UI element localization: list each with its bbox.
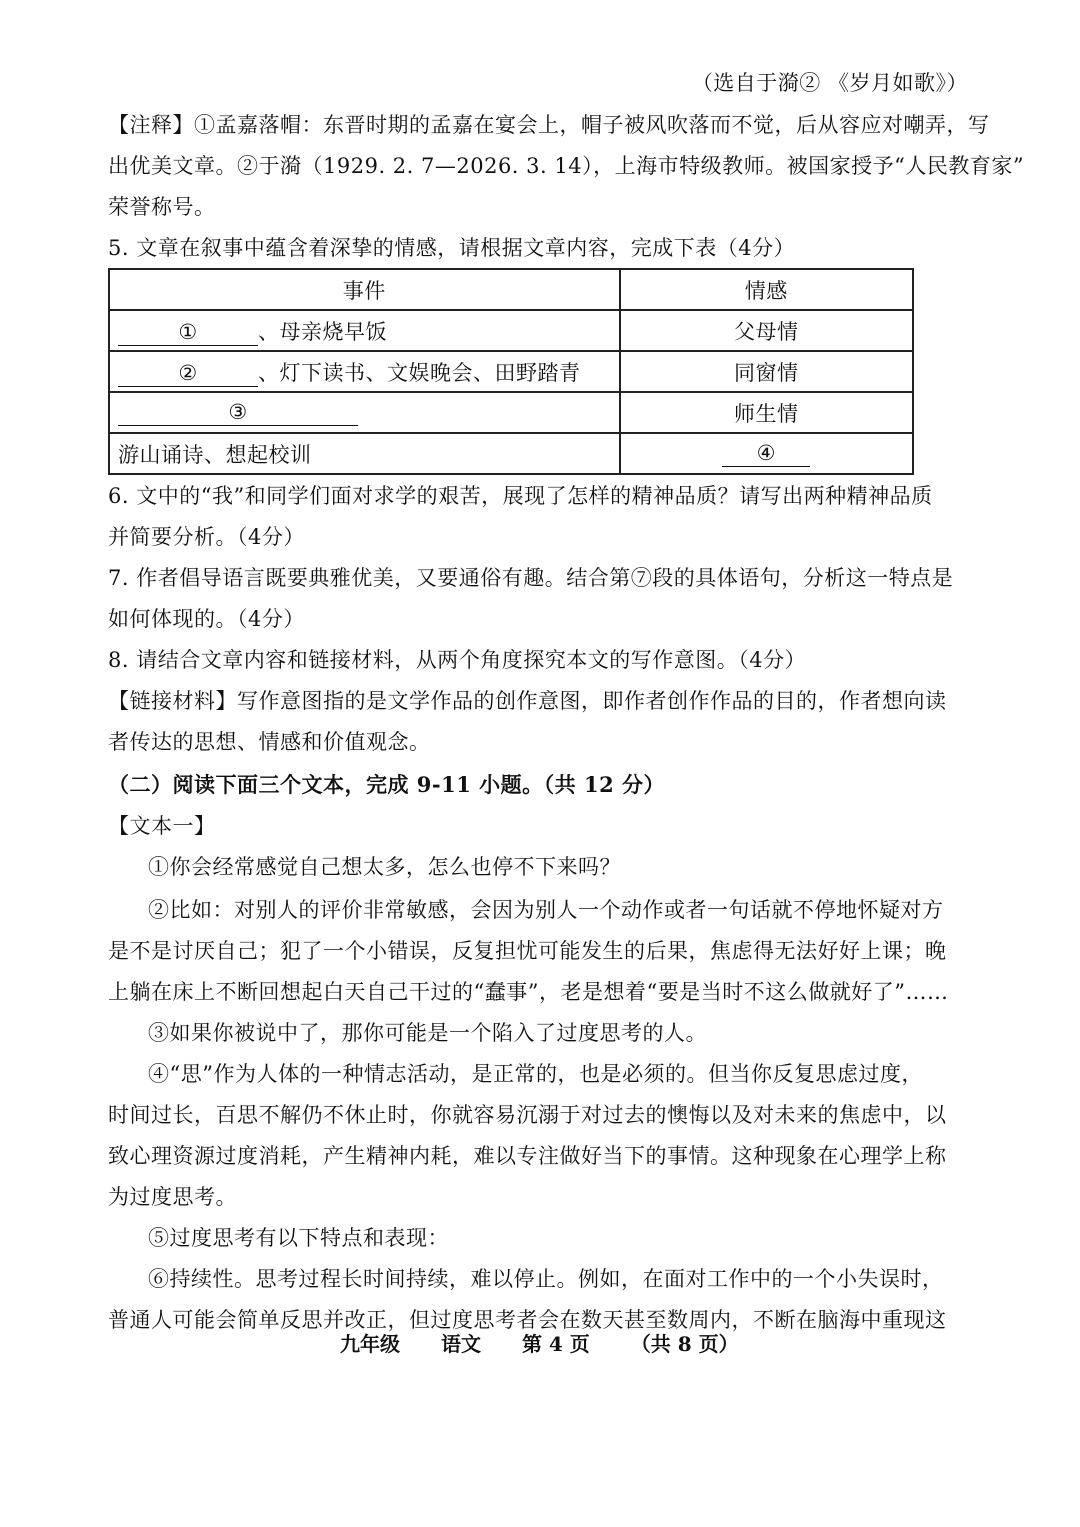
answer-blank: ①: [118, 319, 258, 346]
note-line-1: 【注释】①孟嘉落帽：东晋时期的孟嘉在宴会上，帽子被风吹落而不觉，后从容应对嘲弄，写: [108, 113, 990, 137]
event-text: 、灯下读书、文娱晚会、田野踏青: [258, 360, 581, 385]
paragraph-line: ②比如：对别人的评价非常敏感，会因为别人一个动作或者一句话就不停地怀疑对方: [148, 898, 944, 922]
paragraph-line: ③如果你被说中了，那你可能是一个陷入了过度思考的人。: [148, 1021, 707, 1045]
event-cell: [109, 392, 620, 433]
note-line-3: 荣誉称号。: [108, 195, 216, 219]
paragraph-line: 为过度思考。: [108, 1185, 237, 1209]
paragraph-line: 普通人可能会简单反思并改正，但过度思考者会在数天甚至数周内，不断在脑海中重现这: [108, 1308, 947, 1332]
paragraph-line: ⑤过度思考有以下特点和表现：: [148, 1226, 449, 1250]
emotion-cell: 同窗情: [620, 351, 913, 392]
emotion-cell: 父母情: [620, 310, 913, 351]
event-text: 、母亲烧早饭: [258, 319, 387, 344]
section-2-title: （二）阅读下面三个文本，完成 9-11 小题。（共 12 分）: [108, 772, 666, 797]
header-emotion: 情感: [620, 269, 913, 310]
paragraph-line: ④“思”作为人体的一种情志活动，是正常的，也是必须的。但当你反复思虑过度，: [148, 1062, 923, 1086]
answer-blank: ③: [118, 399, 358, 426]
paragraph-line: 是不是讨厌自己；犯了一个小错误，反复担忧可能发生的后果，焦虑得无法好好上课；晚: [108, 939, 947, 963]
paragraph-line: ⑥持续性。思考过程长时间持续，难以停止。例如，在面对工作中的一个小失误时，: [148, 1267, 944, 1291]
emotion-cell: 师生情: [620, 392, 913, 433]
question-6-line-2: 并简要分析。（4分）: [108, 525, 305, 549]
footer-subject: 语文: [440, 1332, 481, 1356]
question-7-line-1: 7. 作者倡导语言既要典雅优美，又要通俗有趣。结合第⑦段的具体语句，分析这一特点是: [108, 566, 954, 590]
link-material-line-1: 【链接材料】写作意图指的是文学作品的创作意图，即作者创作作品的目的，作者想向读: [108, 689, 947, 713]
link-material-line-2: 者传达的思想、情感和价值观念。: [108, 730, 431, 754]
text-1-title: 【文本一】: [108, 814, 216, 838]
event-cell: [109, 310, 620, 351]
event-cell: 游山诵诗、想起校训: [109, 433, 620, 474]
question-8: 8. 请结合文章内容和链接材料，从两个角度探究本文的写作意图。（4分）: [108, 648, 807, 672]
note-line-2: 出优美文章。②于漪（1929. 2. 7—2026. 3. 14），上海市特级教师。被国家授予“人民教育家”: [108, 154, 1025, 178]
answer-blank: ④: [722, 440, 810, 467]
source-citation: （选自于漪② 《岁月如歌》）: [691, 71, 968, 95]
paragraph-line: 时间过长，百思不解仍不休止时，你就容易沉溺于对过去的懊悔以及对未来的焦虑中，以: [108, 1103, 947, 1127]
table-row: [109, 351, 913, 392]
footer-total-pages: （共 8 页）: [630, 1332, 739, 1356]
footer-page-number: 第 4 页: [521, 1332, 590, 1356]
paragraph-line: 致心理资源过度消耗，产生精神内耗，难以专注做好当下的事情。这种现象在心理学上称: [108, 1144, 947, 1168]
footer-grade: 九年级: [340, 1332, 400, 1356]
table-row: [109, 433, 913, 474]
question-7-line-2: 如何体现的。（4分）: [108, 607, 305, 631]
paragraph-line: 上躺在床上不断回想起白天自己干过的“蠢事”，老是想着“要是当时不这么做就好了”……: [108, 980, 949, 1004]
page-footer: [340, 1328, 773, 1357]
table-header-row: [109, 269, 913, 310]
event-cell: [109, 351, 620, 392]
event-emotion-table: [108, 268, 914, 475]
paragraph-line: ①你会经常感觉自己想太多，怎么也停不下来吗？: [148, 855, 621, 879]
question-6-line-1: 6. 文中的“我”和同学们面对求学的艰苦，展现了怎样的精神品质？请写出两种精神品质: [108, 484, 933, 508]
emotion-cell: [620, 433, 913, 474]
answer-blank: ②: [118, 360, 258, 387]
question-5: 5. 文章在叙事中蕴含着深挚的情感，请根据文章内容，完成下表（4分）: [108, 236, 796, 260]
header-event: 事件: [109, 269, 620, 310]
table-row: [109, 310, 913, 351]
table-row: [109, 392, 913, 433]
